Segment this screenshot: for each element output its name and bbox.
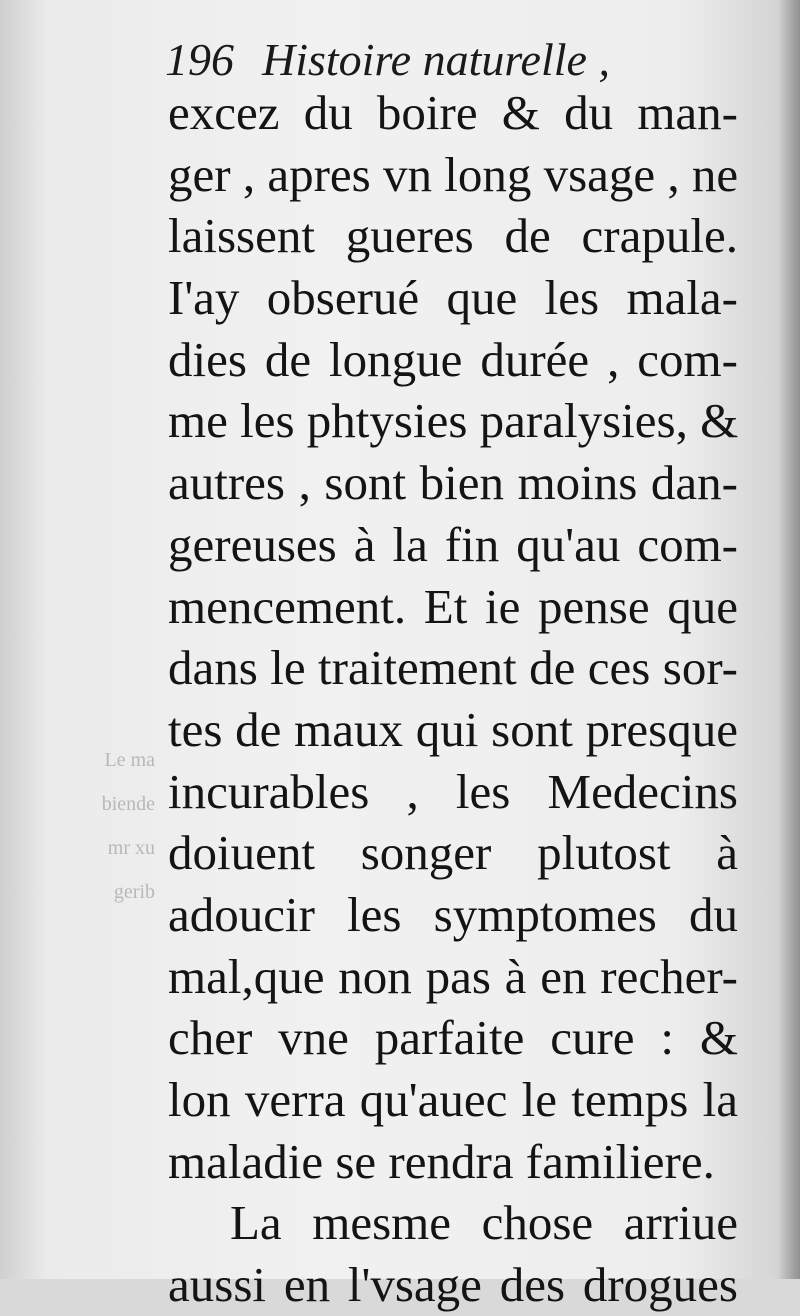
show-through-marginalia <box>60 738 155 914</box>
show-through-line: mr xu <box>107 837 155 859</box>
text-line: maladie se rendra familiere. <box>168 1133 715 1189</box>
text-line: gereuses à la fin qu'au com- <box>168 516 738 572</box>
text-line: mencement. Et ie pense que <box>168 578 738 634</box>
text-line: I'ay obserué que les mala- <box>168 270 738 326</box>
text-line: dans le traitement de ces sor- <box>168 640 738 696</box>
text-line: dies de longue durée , com- <box>168 331 738 387</box>
show-through-line: biende <box>101 793 155 815</box>
text-line: adoucir les symptomes du <box>168 886 738 942</box>
text-line: excez du boire & du man- <box>168 85 738 140</box>
show-through-line: Le ma <box>104 749 155 771</box>
text-line: aussi en l'vsage des drogues <box>168 1257 738 1313</box>
page-gutter-shadow <box>778 0 800 1279</box>
text-line: doiuent songer plutost à <box>168 825 738 881</box>
text-line: incurables , les Medecins <box>168 763 738 819</box>
paragraph-first-line: La mesme chose arriue <box>230 1195 738 1251</box>
body-text <box>168 82 738 1316</box>
text-line: autres , sont bien moins dan- <box>168 455 738 511</box>
page-number: 196 <box>165 34 234 85</box>
text-line: cher vne parfaite cure : & <box>168 1010 738 1066</box>
running-title: Histoire naturelle , <box>262 34 610 85</box>
text-line: ger , apres vn long vsage , ne <box>168 146 739 202</box>
text-line: lon verra qu'auec le temps la <box>168 1072 738 1127</box>
page-header <box>165 30 610 90</box>
text-line: me les phtysies paralysies, & <box>168 393 739 449</box>
text-line: mal,que non pas à en recher- <box>168 948 738 1004</box>
text-line: tes de maux qui sont presque <box>168 701 738 757</box>
show-through-line: gerib <box>113 881 155 903</box>
text-line: laissent gueres de crapule. <box>168 208 738 264</box>
